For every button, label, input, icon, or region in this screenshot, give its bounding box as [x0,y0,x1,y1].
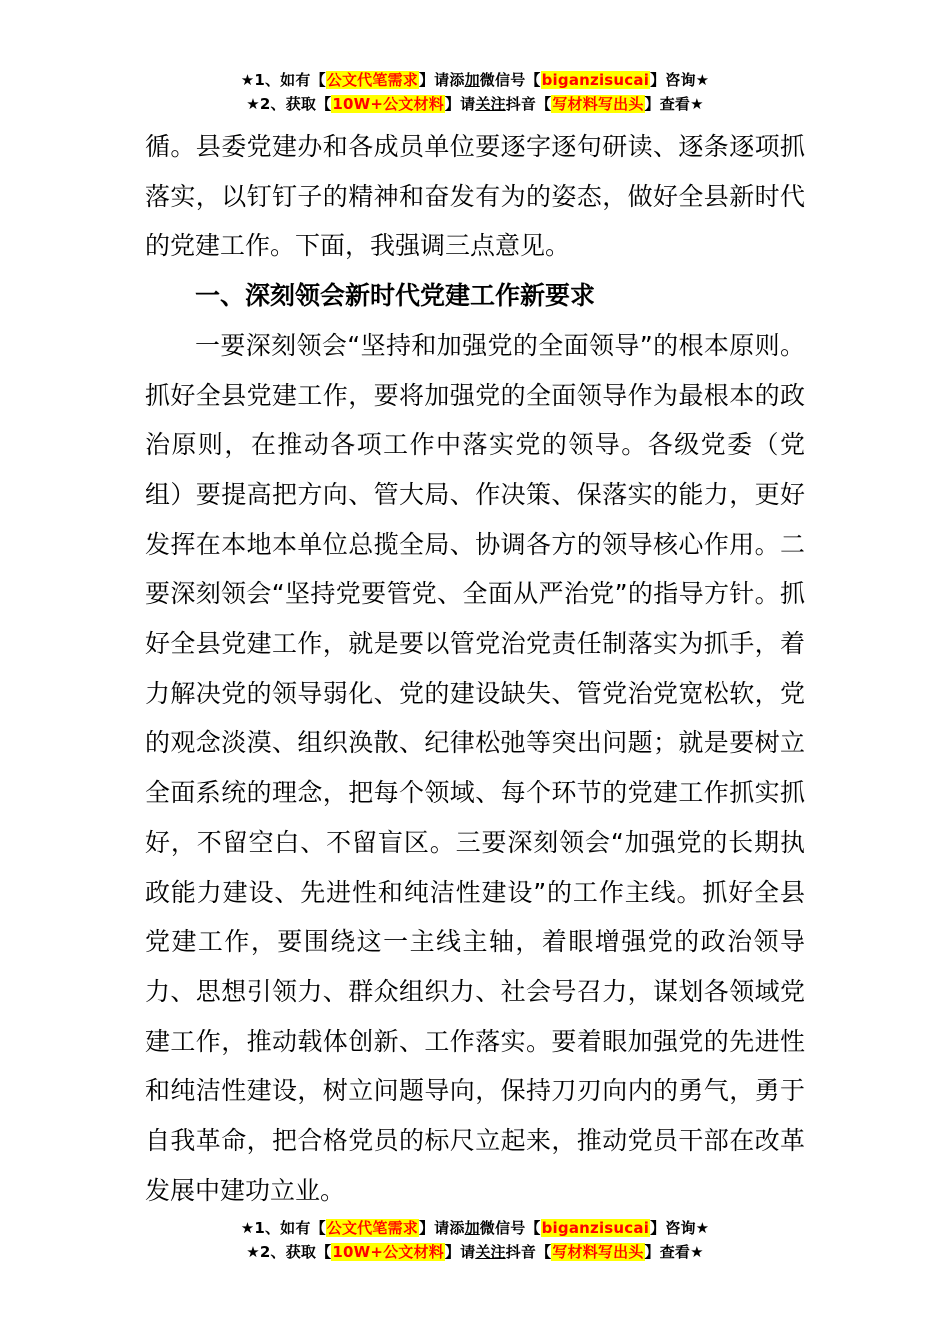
promo-text: 抖音【 [505,95,552,113]
underlined-text: 关注 [475,1243,506,1261]
highlight-materials: 10W+公文材料 [332,95,444,113]
promo-text: 微信号【 [479,71,541,89]
promo-text: 抖音【 [505,1243,552,1261]
highlight-materials: 10W+公文材料 [332,1243,444,1261]
document-body [145,122,805,1215]
promo-text: 】请 [444,95,476,113]
underlined-text: 加 [464,71,480,89]
promo-text: ★1、如有【 [240,71,326,89]
promo-banner-top [0,68,950,116]
underlined-text: 加 [464,1219,480,1237]
highlight-wechat-id: biganzisucai [541,71,650,89]
body-paragraph: 一要深刻领会“坚持和加强党的全面领导”的根本原则。抓好全县党建工作，要将加强党的全面领导作为最根本的政治原则，在推动各项工作中落实党的领导。各级党委（党组）要提高把方向、管大局、作决策、保落实的能力，更好发挥在本地本单位总揽全局、协调各方的领导核心作用。二要深刻领会“坚持党要管党、全面从严治党”的指导方针。抓好全县党建工作，就是要以管党治党责任制落实为抓手，着力解决党的领导弱化、党的建设缺失、管党治党宽松软，党的观念淡漠、组织涣散、纪律松弛等突出问题；就是要树立全面系统的理念，把每个领域、每个环节的党建工作抓实抓好，不留空白、不留盲区。三要深刻领会“加强党的长期执政能力建设、先进性和纯洁性建设”的工作主线。抓好全县党建工作，要围绕这一主线主轴，着眼增强党的政治领导力、思想引领力、群众组织力、社会号召力，谋划各领域党建工作，推动载体创新、工作落实。要着眼加强党的先进性和纯洁性建设，树立问题导向，保持刀刃向内的勇气，勇于自我革命，把合格党员的标尺立起来，推动党员干部在改革发展中建功立业。 [145,330,805,1205]
highlight-douyin-account: 写材料写出头 [552,95,644,113]
promo-text: 微信号【 [479,1219,541,1237]
highlight-wechat-id: biganzisucai [541,1219,650,1237]
highlight-service: 公文代笔需求 [326,71,418,89]
promo-line-1 [0,68,950,92]
opening-paragraph: 循。县委党建办和各成员单位要逐字逐句研读、逐条逐项抓落实，以钉钉子的精神和奋发有为的姿态，做好全县新时代的党建工作。下面，我强调三点意见。 [145,132,805,261]
promo-banner-bottom [0,1216,950,1264]
promo-text: 】请添 [418,71,465,89]
highlight-service: 公文代笔需求 [326,1219,418,1237]
underlined-text: 关注 [475,95,506,113]
promo-text: ★2、获取【 [246,95,332,113]
promo-text: 】咨询★ [650,1219,710,1237]
promo-text: 】请 [444,1243,476,1261]
promo-line-2 [0,92,950,116]
promo-text: ★2、获取【 [246,1243,332,1261]
promo-line-1 [0,1216,950,1240]
promo-line-2 [0,1240,950,1264]
promo-text: 】咨询★ [650,71,710,89]
promo-text: 】查看★ [644,95,704,113]
promo-text: 】查看★ [644,1243,704,1261]
promo-text: 】请添 [418,1219,465,1237]
highlight-douyin-account: 写材料写出头 [552,1243,644,1261]
promo-text: ★1、如有【 [240,1219,326,1237]
section-heading: 一、深刻领会新时代党建工作新要求 [195,281,596,311]
